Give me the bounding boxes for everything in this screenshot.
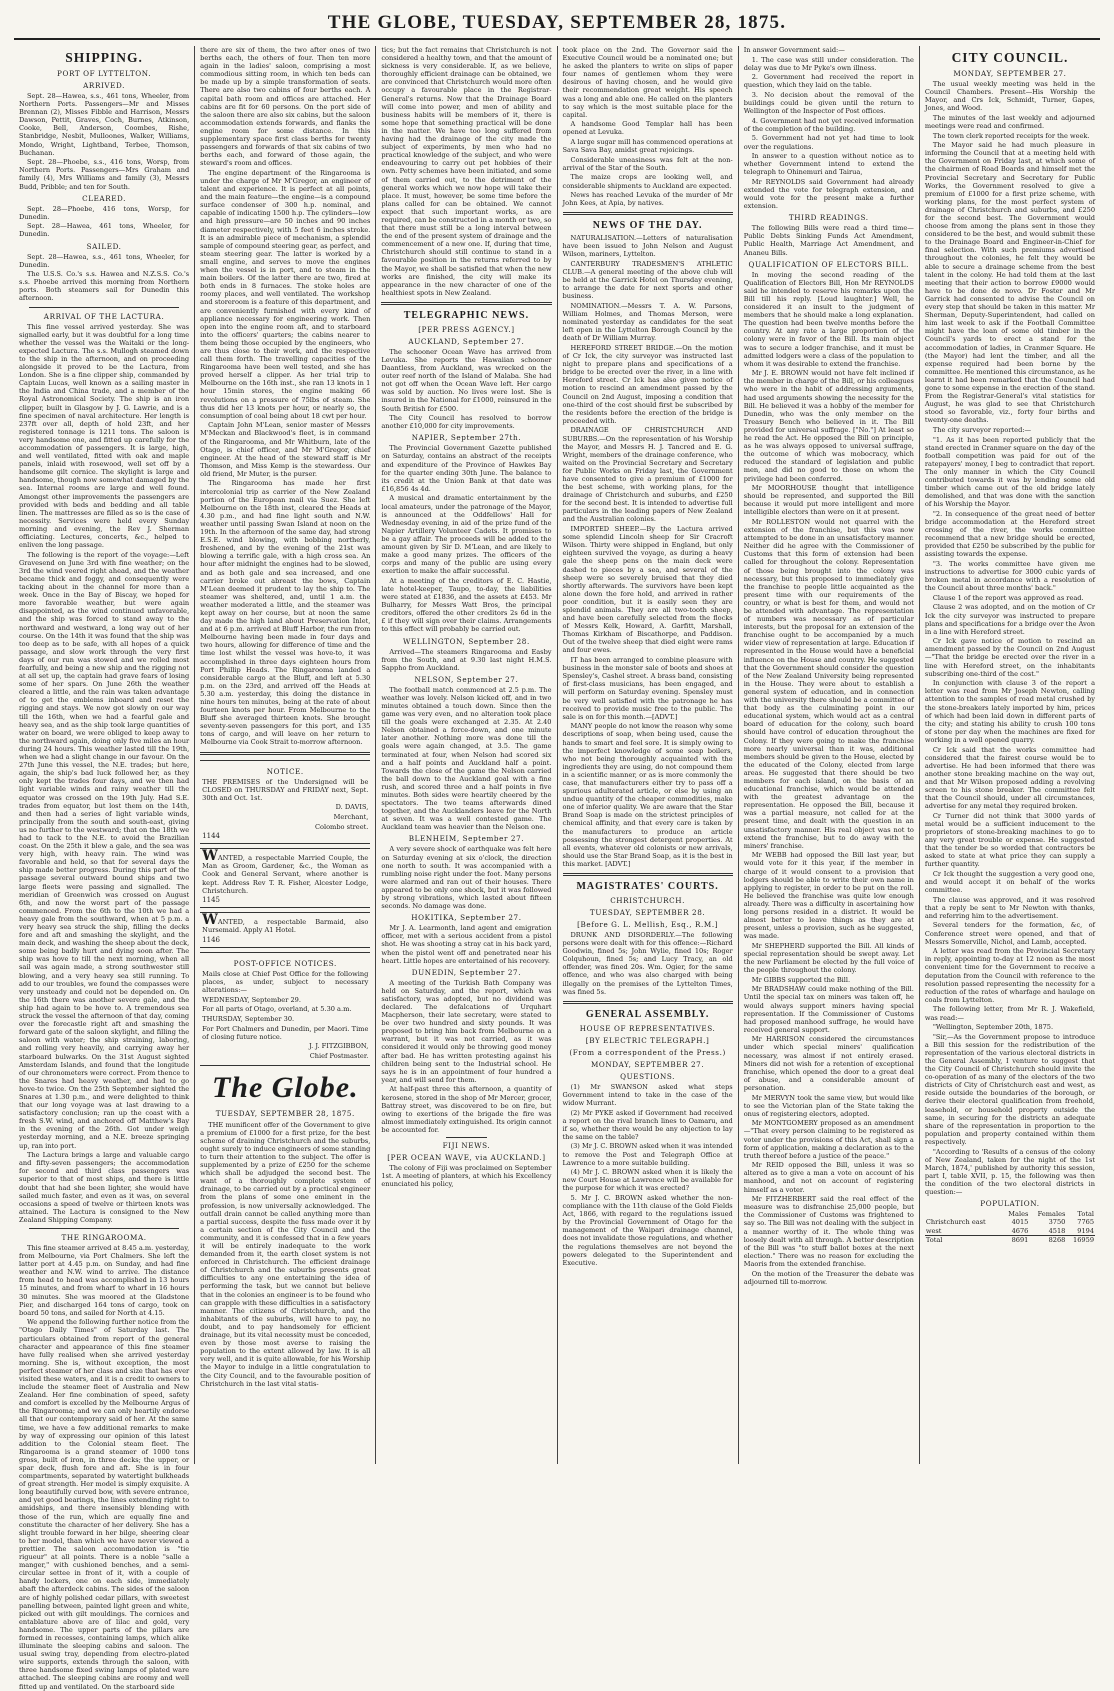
article-paragraph: 5. Government had not yet had time to look over the regulations. [743,134,914,151]
table-cell: 3750 [1048,1218,1066,1227]
article-paragraph: At half-past three this afternoon, a quantity of kerosene, stored in the shop of Mr Mercer, grocer, Battray street, was discovered to be on fire, but owing to exertions of the brigade the fire was almost immediately extinguished. Its origin cannot be accounted for. [381,1085,552,1134]
section-subheading: WELLINGTON, September 28. [402,636,530,646]
article-paragraph: Mr BRADSHAW could make nothing of the Bill. Until the special tax on miners was taken off, he would always support miners having special representation. If the Commissioner of Customs had proposed manhood suffrage, he would have received general support. [743,985,914,1034]
article-paragraph: Mr HARRISON considered the circumstances under which special miners' qualification necessary, was almost if not entirely erased. Miners did not wish for a retention of exceptional franchise, which opened the door to a great deal of abuse, and a considerable amount of personation. [743,1035,914,1092]
table-cell: west [925,1226,942,1235]
article-paragraph: (4) Mr J. C. BROWN asked when it is likely the new Court House at Lawrence will be available for the purpose for which it was erected? [562,1168,733,1193]
table-cell: 4015 [1011,1218,1029,1227]
advertisement [200,848,370,908]
section-subheading: QUALIFICATION OF ELECTORS BILL. [748,259,910,269]
article-paragraph: Mr GIBBS supported the Bill. [751,975,851,984]
article-paragraph: Clause 2 was adopted, and on the motion of Cr Ick the city surveyor was instructed to prepare plans and specifications for a bridge over the Avon in a line with Hereford street. [924,603,1096,636]
section-heading: SHIPPING. [65,50,143,65]
columns [14,46,1100,1691]
advertisement [200,912,370,948]
section-subheading: TUESDAY, SEPTEMBER 28. [589,908,706,917]
article-paragraph: (3) Mr J. C. BROWN asked when it was intended to remove the Post and Telegraph Office at Lawrence to a more suitable building. [562,1142,733,1167]
section-subheading: CLEARED. [82,193,127,203]
article-paragraph: Mr SHEPHERD supported the Bill. All kinds of special representation should be swept away. Let the new Parliament be elected by the full voice of the people throughout the colony. [743,941,914,975]
article-paragraph: MANY people do not know the reason why some descriptions of soap, when being used, cause the hands to smart and feel sore. It is simply owing to the imperfect knowledge of some soap boilers, who not being thoroughly acquainted with the ingredients they are using, do not compound them in a scientific manner, or as is more commonly the case, that manufacturers either try to pass off a spurious adulterated article, or else by using an undue quantity of the cheaper commodities, make one of inferior quality. We are aware that the Star Brand Soap is made on the strictest principles of chemical affinity, and that every care is taken by the manufacturers to produce an article possessing the strongest detergent properties. At all events, whatever old colonists or new arrivals, should use the Star Brand Soap, as it is the best in this market. [ADVT.] [562,722,733,868]
article-paragraph: The engine department of the Ringarooma is under the charge of Mr M'Gregor, an engineer of talent and experience. It is perfect at all points, and the main feature—the engine—is a compound surface condenser of 300 h.p. nominal, and capable of indicating 1500 h.p. The cylinders—low and high pressure—are 50 inches and 90 inches diameter respectively, with 5 feet 6 inches stroke. It is an admirable piece of mechanism, a splendid sample of compound steering gear, as perfect, and steam steering gear. The latter is worked by a small engine, and serves to move the engines when the vessel is in port, and to steam in the main boilers. Of the latter there are two, fired at both ends in 8 furnaces. The stoke holes are roomy places, and well ventilated. The workshop and storeroom is a feature of this department, and are conveniently furnished with every kind of appliance necessary for engineering work. Then open into the engine room aft, and to starboard into the officers' quarters; the cabins nearer to them being those occupied by the engineers, who are thus close to their work, and the respective call them forth. The travelling capacities of the Ringarooma have been well tested, and she has proved herself a clipper. As her trial trip to Melbourne on the 16th inst., she ran 13 knots in 1 hour 15min stores, the engine making 66 revolutions on a pressure of 75lbs of steam. She thus did her 13 knots per hour, or nearly so, the consumption of coal being about 18 cwt per hour. [200,168,371,420]
article-paragraph: 2. Government had received the report in question, which they laid on the table. [743,73,914,90]
table-header-cell: Total [1077,1210,1095,1219]
article-paragraph: 3. No decision about the removal of the buildings could be given until the return to Wellington of the Inspector of Post offices. [743,90,914,116]
article-paragraph: Arrived—The steamers Ringarooma and Easby from the South, and at 9.30 last night H.M.S. Sappho from Auckland. [381,647,552,672]
page-title: THE GLOBE, TUESDAY, SEPTEMBER 28, 1875. [327,12,787,33]
table-row [925,1227,1095,1236]
article-paragraph: (1) Mr SWANSON asked what steps Government intend to take in the case of the widow Murrant. [562,1082,733,1107]
divider-rule [563,873,733,876]
article-paragraph: "2. In consequence of the great need of better bridge accommodation at the Hereford street crossing of the river, the works committee recommend that a new bridge should be erected, provided that £250 be subscribed by the public for assisting towards the expense. [924,509,1096,559]
article-paragraph: The town clerk reported receipts for the week. [932,131,1090,140]
article-paragraph: DRUNK AND DISORDERLY.—The following persons were dealt with for this offence:—Richard Goodwin, fined 5s; John Wylie, fined 10s; Roger Colquhoun, fined 5s; and Lucy Tracy, an old offender, was fined 20s. Wm. Ogier, for the same offence, and who was also charged with being illegally on the premises of the Lyttelton Times, was fined 5s. [562,931,733,996]
advertisement-signature: Chief Postmaster. [309,1051,369,1060]
article-paragraph: The football match commenced at 2.5 p.m. The weather was lovely. Nelson kicked off, and in two minutes obtained a touch down. Since then the game was very even, and no alteration took place till the goals were exchanged at 2.35. At 2.40 Nelson obtained a force-down, and one minute later another. Nothing more was done till the goals were again changed, at 3.5. The game terminated at four, when Nelson had scored six and a half points and Auckland half a point. Towards the close of the game the Nelson carried the ball down to the Auckland goal with a fine rush, and scored three and a half points in five minutes. Both sides were heartily cheered by the spectators. The two teams afterwards dined together, and the Aucklanders leave for the North at seven. It was a well contested game. The Auckland team was heavier than the Nelson one. [381,685,552,832]
section-subheading: QUESTIONS. [620,1071,676,1081]
article-paragraph: Several tenders for the formation, &c, of Conference street were opened, and that of Messrs Somerville, Nichol, and Lamb, accepted. [924,921,1096,946]
section-subheading: [PER PRESS AGENCY.] [418,324,515,334]
article-paragraph: "1. As it has been reported publicly that the stand erected in Cranmer square on the day of the football competition was paid for out of the ratepayers' money, I beg to contradict that report. The only manner in which the City Council contributed towards it was by lending some old timber which came out of the old bridge lately demolished, and that was done with the sanction of his Worship the Mayor. [924,435,1096,509]
advertisement-number: 1146 [202,935,220,944]
section-subheading: PORT OF LYTTELTON. [57,69,152,78]
article-paragraph: Mr REYNOLDS said Government had already extended the vote for telegraph extension, and would vote for the present make a further extension. [743,177,914,211]
divider-rule [29,307,179,308]
article-paragraph: In answer Government said:— [743,46,845,54]
article-paragraph: The Provincial Government Gazette published on Saturday, contains an abstract of the receipts and expenditure of the Province of Hawkes Bay for the quarter ending 30th June. The balance to its credit at the Union Bank at that date was £16,856 4s 4d. [381,444,552,493]
divider-rule [381,302,551,305]
advertisement-signature: D. DAVIS, [335,803,369,812]
article-paragraph: The Mayor said he had much pleasure in informing the Council that at a meeting held with the Government on Friday last, at which some of the chairmen of Road Boards and himself met the Provincial Secretary and Secretary for Public Works, the Government resolved to give a premium of £1000 for a first prize scheme, with working plans, for the most perfect system of drainage of Christchurch and suburbs, and £250 for the second best. The Government would choose from among the plans sent in those they considered to be the best, and would submit these to the Drainage Board and Engineer-in-Chief for final selection. With such premiums advertised throughout the colonies, he felt they would be able to secure a drainage scheme from the best talent in the colony. He had told them at the last meeting that their action to borrow £9000 would have to be done de novo. Dr Foster and Mr Garrick had consented to advise the Council on every step that should be taken in this matter. Mr Sherman, Deputy-Superintendent, had called on him last week to ask if the Football Committee might have the loan of some old timber in the Council's yards to erect a stand for the accommodation of ladies, in Cranmer Square. He (the Mayor) had lent the timber, and all the expense required had been borne by the committee. He mentioned this circumstance, as he learnt it had been remarked that the Council had gone to some expense in the erection of the stand. From the Registrar-General's vital statistics for August, he was glad to see that Christchurch stood so favorable, viz., forty four births and twenty-one deaths. [924,141,1096,425]
article-paragraph: Cr Ick gave notice of motion to rescind an amendment passed by the Council on 2nd August—"That the bridge be erected over the river in a line with Hereford street, on the inhabitants subscribing one-third of the cost." [924,637,1096,678]
advertisement-signature: J. J. FITZGIBBON, [309,1042,369,1051]
article-paragraph: On the motion of the Treasurer the debate was adjourned till to-morrow. [743,1269,914,1286]
article-paragraph: A large sugar mill has commenced operations at Sava Sava Bay, amidst great rejoicings. [562,138,733,155]
article-paragraph: IMPORTED SHEEP.—By the Lactura arrived some splendid Lincoln sheep for Sir Cracroft Wilson. Thirty were shipped in England, but only eighteen survived the voyage, as during a heavy gale the sheep pens on the main deck were dashed to pieces by a sea, and several of the sheep were so severely bruised that they died shortly afterwards. The survivors have been kept alone down the fore hold, and arrived in rather poor condition, but it is easily seen they are splendid animals. They are all two-tooth sheep, and have been carefully selected from the flocks of Messrs Kelk, Howard, A. Garfitt, Marshall, Thomas Kirkham of Biscathorpe, and Paddison. Out of the twelve sheep that died eight were rams and four ewes. [562,525,733,655]
section-heading: CITY COUNCIL. [951,50,1069,65]
article-paragraph: 5. Mr J. C. BROWN asked whether the non-compliance with the 11th clause of the Gold Fields Act, 1866, with regard to the regulations issued by the Provincial Government of Otago for the management of the Waipari drainage channel, does not invalidate those regulations, and whether the regulations themselves are not beyond the powers delegated to the Superintendent and Executive. [562,1193,733,1267]
article-paragraph: NOMINATION.—Messrs T. A. W. Parsons, William Holmes, and Thomas Merson, were nominated yesterday as candidates for the seat left open in the Lyttelton Borough Council by the death of Dr William Murray. [562,302,733,343]
section-subheading: MONDAY, SEPTEMBER 27. [953,69,1067,78]
advertisement-number: 1145 [202,896,220,905]
section-subheading: [Before G. L. Mellish, Esq., R.M.] [577,920,719,929]
advertisement [200,952,370,1065]
divider-rule [446,1137,487,1138]
article-paragraph: Considerable uneasiness was felt at the non-arrival of the Star of the South. [562,155,733,172]
section-subheading: MONDAY, SEPTEMBER 27. [590,1059,705,1069]
table-cell: 4676 [1011,1226,1029,1235]
article-paragraph: THE munificent offer of the Government to give a premium of £1000 for a first prize, for the best scheme of draining Christchurch and the suburbs, ought surely to induce engineers of some standing to turn their attention to the subject. The offer is supplemented by a prize of £250 for the scheme which shall be adjudged the second best. The want of a thoroughly complete system of drainage, to be carried out by a practical engineer from the plans of some one eminent in the profession, is now universally acknowledged. The outfall drain cannot be called anything more than a partial success, despite the fuss made over it by a certain section of the City Council and the community, and it is confessed that in a few years it will be entirely inadequate to the work demanded from it, the earth closet system is not enforced in Christchurch. The efficient drainage of Christchurch and the suburbs presents great difficulties to any one entertaining the idea of performing the task, but we cannot but believe that in the colonies an engineer is to be found who can grapple with these difficulties in a satisfactory manner. The citizens of Christchurch, and the inhabitants of the suburbs, will have to pay, no doubt, and to pay handsomely for efficient drainage, but its vital necessity must be conceded, even by those most averse to raising the population to the extent allowed by law. It is all very well, and it is quite allowable, for his Worship the Mayor to indulge in a little congratulation to the City Council, and to the favourable position of Christchurch in the last vital statis- [200,1120,371,1388]
column-3 [376,46,557,1464]
article-paragraph: A meeting of the Turkish Bath Company was held on Saturday, and the report, which was satisfactory, was adopted, but no dividend was declared. The defalcations of Urquhart Macpherson, their late secretary, were stated to be over two hundred and sixty pounds. It was proposed to bring him back from Melbourne on a warrant, but it was not carried, as it was considered it would only be throwing good money after bad. He has written protesting against his children being sent to the Industrial school. He says he is in an appointment of four hundred a year, and will send for them. [381,978,552,1084]
table-cell: 16959 [1066,1235,1095,1244]
article-paragraph: Mr MOORHOUSE thought that intelligence should be represented, and supported the Bill because it would put more intelligent and more intelligible electors than were on it at present. [743,484,914,517]
editorial-date: TUESDAY, SEPTEMBER 28, 1875. [215,1108,355,1118]
article-paragraph: This fine steamer arrived at 8.45 a.m. yesterday, from Melbourne, via Port Chalmers. She left the latter port at 4.45 p.m. on Sunday, and had fine weather and N.W. wind to arrive. The distance from head to head was accomplished in 13 hours 15 minutes, and from wharf to wharf in 16 hours 30 minutes. She was moored at the Gladstone Pier, and discharged 164 tons of cargo, took on board 50 tons, and sailed for North at 4.15. [19,1243,190,1317]
article-paragraph: The schooner Ocean Wave has arrived from Levuka. She reports the Hawaiian schooner Daantless, from Auckland, was wrecked on the outer reef north of the Island of Malaba. She had not got off when the Ocean Wave left. Her cargo was sold by auction. No lives were lost. She is insured in the National for £1000, reinsured in the South British for £500. [381,347,552,413]
article-paragraph: The following is the report of the voyage:—Left Gravesend on June 3rd with fine weather; on the 3rd the wind veered right ahead, and the weather became thick and foggy, and consequently were tacking about in the channel for more than a week. Once in the Bay of Biscay, we hoped for more favorable weather, but were again disappointed, as the wind continued unfavorable, and the ship was forced to stand away to the northward and westward, a long way out of her course. On the 14th it was found that the ship was too deep as to be safe, with all hopes of a quick passage, and slow work through the very first days of our run was stowed and we rolled most fearfully, and being a new ship and the rigging not at all set up, the captain had grave fears of losing some of her spars. On June 26th the weather cleared a little, and the rain was taken advantage of to get the emblems inboard and reset the rigging and stays. We now got slowly on our way till the 16th, when we had a fearful gale and heavy sea, and as the ship took large quantities of water on board, we were obliged to keep away to the northward again, doing only five miles an hour during 24 hours. This weather lasted till the 19th, when we had a slight change in our favour. On the 27th June this vessel, the N.E. trades; but here, again, the ship's bad luck followed her, as they only kept the trades four days, and we then had light variable winds and rainy weather till the equator was crossed on the 19th July. Had S.E. trades from equator, but lost them on the 14th, and then had a series of light variable winds, principally from the south and south-east, giving us no further to the westward; that on the 18th we had to tack to the N.E. to avoid the Brazilian coast. On the 25th it blew a gale, and the sea was very high, with heavy rain. The wind was favorable and held, so that for several days the ship made better progress. During this part of the passage several outward bound ships and two large fleets were passing and signalled. The meridian of Greenwich was crossed on August 6th, and now the worst part of the passage commenced. From the 6th to the 10th we had a heavy gale from the southward, when at 5 p.m. a very heavy sea struck the ship, filling the decks fore and aft and smashing the skylight, and the main deck, and washing the sheep about the deck, some being badly hurt and dying soon after. The ship was hove to till the next morning, when all sail was again made, a strong southwester still blowing, and a very heavy sea still running. To add to our troubles, we found the compasses were very unsteady and could not be depended on. On the 16th there was another severe gale, and the ship had again to be hove to. A tremendous sea struck the vessel the afternoon of that day, coming over the forecastle right aft and smashing the forward gate of the saloon skylight, and filling the saloon with water; the ship straining, laboring, and rolling very heavily, and carrying away her starboard bulwarks. On the 31st August sighted Amsterdam Islands, and found that the longitude of our chronometers were correct. From thence to the Snares had heavy weather, and had to go hove-to twice. On the 25th September sighted the Snares at 1.30 p.m., and were delighted to think that our long voyage was at last drawing to a satisfactory conclusion; ran up the coast with a fresh S.W. wind, and anchored off Matthew's Bay in the evening of the 26th. Got under weigh yesterday morning, and a N.E. breeze springing up, ran into port. [19,550,190,1150]
article-paragraph: took place on the 2nd. The Governor said the Executive Council would be a nominated one; but he asked the planters to write on slips of paper four names of gentlemen whom they were desirous of having chosen, and he would give their recommendation great weight. His speech was a long and able one. He called on the planters to say which is the most suitable place for the capital. [562,46,733,119]
article-paragraph: "Wellington, September 20th, 1875. [932,1023,1054,1032]
article-paragraph: HEREFORD STREET BRIDGE.—On the motion of Cr Ick, the city surveyor was instructed last night to prepare plans and specifications of a bridge to be erected over the river, in a line with Hereford street. Cr Ick has also given notice of motion to rescind an amendment passed by the Council on 2nd August, imposing a condition that one-third of the cost should first be subscribed by the residents before the erection of the bridge is proceeded with. [562,344,733,425]
advertisement-text: WANTED, a respectable Married Couple, the Man as Groom, Gardener, &c., the Woman as Cook and General Servant, where another is kept. Address Rev T. R. Fisher, Alcester Lodge, Christchurch. [202,848,369,895]
section-heading: GENERAL ASSEMBLY. [585,1008,710,1020]
article-paragraph: In moving the second reading of the Qualification of Electors Bill, Hon Mr REYNOLDS said he intended to reserve his remarks upon the Bill till his reply. [Loud laughter.] Well, he considered it an insult to the judgment of members that he should make a long explanation. The question had been twelve months before the country. At any rate a large proportion of the colony were in favor of the Bill. Its main object was to secure a lodger franchise, and it must be admitted lodgers were a class of the population to whom it was desirable to extend the franchise. [743,270,914,368]
table-cell: 9194 [1077,1226,1095,1235]
advertisement-text: THE PREMISES of the Undersigned will be CLOSED on THURSDAY and FRIDAY next, Sept. 30th and Oct. 1st. [202,777,369,802]
article-paragraph: "Sir,—As the Government propose to introduce a Bill this session for the redistribution of the representation of the various electoral districts in the General Assembly, I venture to suggest that the City Council of Christchurch should invite the co-operation of as many of the electors of the two districts of City of Christchurch east and west, as reside outside the boundaries of the borough, or derive their electoral qualification from freehold, leasehold, or household property outside the same, in securing for the districts an adequate share of the representation in proportion to the population and property contained within them respectively. [924,1032,1096,1146]
advertisement-heading: NOTICE. [266,766,304,776]
article-paragraph: "3. The works committee have given me instructions to advertise for 3000 cubic yards of broken metal in accordance with a resolution of the Council about three months' back." [924,559,1096,593]
section-subheading: SAILED. [86,241,122,251]
article-paragraph: Mr REID opposed the Bill, unless it was so altered as to give a man a vote on account of his manhood, and not on account of registering himself as a voter. [743,1161,914,1194]
advertisement-signature: Merchant, [333,812,369,821]
article-paragraph: The minutes of the last weekly and adjourned meetings were read and confirmed. [924,113,1096,130]
section-subheading: ARRIVED. [83,81,126,90]
table-cell: 8268 [1029,1235,1066,1244]
table-cell: 8691 [1002,1235,1030,1244]
column-1 [14,46,195,1691]
article-paragraph: This fine vessel arrived yesterday. She was signalled early, but it was doubtful for a long time whether the vessel was the Waitaki or the long-expected Lactura. The s.s. Mullogh steamed down to the ship in the afternoon, and on proceeding alongside it proved to be the Lactura, from London. She is a fine clipper ship, commanded by Captain Lucas, well known as a sailing master in the India and China trade, and a member of the Royal Astronomical Society. The ship is an iron clipper, built in Glasgow by J. G. Lawrie, and is a fine specimen of naval architecture. Her length is 237ft over all, depth of hold 23ft, and her registered tonnage is 1211 tons. The saloon is very handsome one, and fitted up carefully for the accommodation of passengers. It is large, high, and well ventilated, fitted with oak and maple panels, inlaid with rosewood, well set off by a handsome gilt cornice. The skylight is large and handsome, though now somewhat damaged by the sea. Internal rooms are large and well found. Amongst other improvements the passengers are provided with beds and bedding and all table linen. The mattresses are filled as so is the case of necessity. Services were held every Sunday morning and evening, the Rev J. Sherman officiating. Lectures, concerts, &c., helped to enliven the long passage. [19,322,190,550]
column-2 [195,46,376,1464]
article-paragraph: Sept. 28—Hawea, 461 tons, Wheeler, for Dunedin. [19,222,190,239]
article-paragraph: News has reached Levuka of the murder of Mr John Kees, at Apia, by natives. [562,191,733,208]
article-paragraph: Captain John M'Lean, senior master of Messrs M'Meckan and Blackwood's fleet, is in command of the Ringarooma, and Mr Whitburn, late of the Otago, is chief officer, and Mr M'Gregor, chief engineer. At the head of the steward staff is Mr Thomson, and Miss Kemp is the stewardess. Our old friend, Mr Muter, is the purser. [200,421,371,478]
section-subheading: AUCKLAND, September 27. [408,336,525,346]
article-paragraph: The following Bills were read a third time—Public Debts Sinking Funds Act Amendment, Public Health, Marriage Act Amendment, and Ananeu Bills. [743,224,914,257]
divider-rule [29,1228,179,1229]
article-paragraph: The City Council has resolved to borrow another £10,000 for city improvements. [381,414,552,431]
article-paragraph: The colony of Fiji was proclaimed on September 1st. A meeting of planters, at which his Excellency enunciated his policy, [381,1163,552,1189]
article-paragraph: The usual weekly meeting was held in the Council Chambers. Present—His Worship the Mayor, and Crs Ick, Schmidt, Turner, Gapes, Jones, and Wood. [924,80,1096,113]
article-paragraph: Cr Ick thought the suggestion a very good one, and would accept it on behalf of the works committee. [924,869,1096,895]
advertisement-text: WANTED, a respectable Barmaid, also Nursemaid. Apply A1 Hotel. [202,912,369,935]
article-paragraph: there are six of them, the two after ones of two berths each, the others of four. Then ten more again in the ladies' saloon, comprising a most commodious sitting room, in which ten beds can be made up by a simple transformation of seats. There are also two cabins of four berths each. A capital bath room and offices are attached. Her cabins are fit for 60 persons. On the port side of the saloon there are also six cabins, but the saloon accommodation extends forwards, and flanks the engine room for some distance. In this supplementary space first class berths for twenty passengers and forwards of that six cabins of two berths each, and forward of those again, the steward's room and offices. [200,46,371,168]
column-6 [920,46,1100,1464]
article-paragraph: A musical and dramatic entertainment by the local amateurs, under the patronage of the Mayor, is announced at the Oddfellows' Hall for Wednesday evening, in aid of the prize fund of the Napier Artillery Volunteer Cadets. It promises to be a gay affair. The proceeds will be added to the amount given by Sir D. M'Lean, and are likely to make a good many prizes. The officers of the corps and many of the public are using every exertion to make the affair successful. [381,494,552,576]
article-paragraph: Sept. 28—Hawea, s.s., 461 tons, Wheeler, for Dunedin. [19,252,190,269]
article-paragraph: tics; but the fact remains that Christchurch is not considered a healthy town, and that the amount of sickness is very considerable. If, as we believe, thoroughly efficient drainage can be obtained, we are convinced that Christchurch would more often occupy a favourable place in the Registrar-General's returns. Now that the Drainage Board will come into power, and men of ability and business habits will be members of it, there is some hope that something practical will be done in the matter. We have too long suffered from having had the drainage of the city made the subject of experiments, by men who had no practical knowledge of the subject, and who were endeavouring to carry out pet hobbies of their own. Petty schemes have been initiated, and some of them carried out, to the detriment of the general works which we now hope will take their place. It must, however, be some time before the plans called for can be obtained. We cannot expect that such important works, as are required, can be constructed in a month or two, so that there must still be a long interval between the end of the present system of drainage and the commencement of a new one. If, during that time, Christchurch should still continue to stand in a favourable position in the returns referred to by the Mayor, we shall be satisfied that when the new works are finished, the city will make its appearance in the new character of one of the healthiest spots in New Zealand. [381,46,552,297]
section-subheading: DUNEDIN, September 27. [411,967,522,977]
table-row [925,1218,1095,1226]
article-paragraph: A very severe shock of earthquake was felt here on Saturday evening at six o'clock, the direction one north to south. It was accompanied with a rumbling noise right under the foot. Many persons were alarmed and ran out of their houses. There appeared to be only one shock, but it was followed by strong vibrations, which lasted about fifteen seconds. No damage was done. [381,845,552,911]
section-subheading: [BY ELECTRIC TELEGRAPH.] [585,1035,710,1045]
section-subheading: HOUSE OF REPRESENTATIVES. [579,1023,716,1033]
article-paragraph: In answer to a question without notice as to whether Government intend to extend the telegraph to Ohinemuri and Tairua, [743,152,914,177]
section-subheading: THE RINGAROOMA. [61,1232,147,1242]
advertisement-text: THURSDAY, September 30. [202,1015,295,1024]
population-table [925,1210,1095,1244]
advertisement-heading: POST-OFFICE NOTICES. [233,959,337,969]
table-total-row [925,1235,1095,1244]
article-paragraph: DRAINAGE OF CHRISTCHURCH AND SUBURBS.—On the representation of his Worship the Mayor, and Messrs H. J. Tancred and E. G. Wright, members of the drainage conference, who waited on the Provincial Secretary and Secretary for Public Works on Friday last, the Government have consented to give a premium of £1000 for the best scheme, with working plans, for the drainage of Christchurch and suburbs, and £250 for the second best. It is intended to advertise full particulars in the leading papers of New Zealand and the Australian colonies. [562,426,733,524]
table-cell: Christchurch east [925,1218,986,1227]
table-header-cell [925,1210,1002,1218]
article-paragraph: 1. The case was still under consideration. The delay was due to Mr Pyke's own illness. [743,55,914,72]
section-subheading: NAPIER, September 27th. [411,433,522,443]
section-subheading: [PER OCEAN WAVE, via AUCKLAND.] [387,1152,546,1162]
article-paragraph: IT has been arranged to combine pleasure with business in the monster sale of boots and shoes at Spensley's, Cashel street. A brass band, consisting of first-class musicians, has been engaged, and will perform on Saturday evening. Spensley must be very well satisfied with the patronage he has received to provide music free to the public. The sale is on for this month.—[ADVT.] [562,656,733,721]
section-heading: MAGISTRATES' COURTS. [576,881,719,892]
article-paragraph: The Lactura brings a large and valuable cargo and fifty-seven passengers; the accommodation for second and third class passengers was superior to that of most ships, and there is little doubt that had she been lighter, she would have sailed much faster, and even as it was, on several occasions a speed of twelve or thirteen knots was attained. The Lactura is consigned to the New Zealand Shipping Company. [19,1151,190,1224]
article-paragraph: Cr Turner did not think that 3000 yards of metal would be a sufficient inducement to the proprietors of stone-breaking machines to go to any very great trouble or expense. He suggested that the tender be so worded that contractors be asked to state at what price they can supply a further quantity. [924,811,1096,869]
article-paragraph: The clause was approved, and it was resolved that a reply be sent to Mr Newton with thanks, and referring him to the advertisement. [924,895,1096,920]
table-header-cell: Females [1037,1210,1066,1219]
section-subheading: NELSON, September 27. [414,674,519,684]
divider-rule [563,212,733,215]
article-paragraph: Mr WEBB had opposed the Bill last year, but would vote for it this year, if the member in charge of it would consent to a provision that lodgers should be able to write their own name in applying to register, in order to be put on the roll. He believed the franchise was quite low enough already. There was a difficulty in ascertaining how long persons resided in a district. It would be almost better to leave things as they are at present, unless a provision, such as he suggested, was made. [743,851,914,941]
article-paragraph: The following letter, from Mr R. J. Wakefield, was read:— [924,1005,1096,1022]
article-paragraph: Mr MERVYN took the same view, but would like to see the Victorian plan of the State taking the onus of registering electors, adopted. [743,1093,914,1118]
article-paragraph: Mr FITZHERBERT said the real effect of the measure was to disfranchise 25,000 people, but the Commissioner of Customs was frightened to say so. The Bill was not dealing with the subject in a manner worthy of it. The whole thing was loosely dealt with all through. A better description of the Bill was "to stuff ballot boxes at the next election." There was no reason for excluding the Maoris from the extended franchise. [743,1195,914,1268]
article-paragraph: A handsome Good Templar hall has been opened at Levuka. [562,120,733,137]
section-subheading: POPULATION. [980,1199,1040,1209]
article-paragraph: Mr J. A. Learmonth, land agent and emigration officer, met with a serious accident from a pistol shot. He was shooting a stray cat in his back yard, when the pistol went off and penetrated near his heart. Little hopes are entertained of his recovery. [381,924,552,965]
section-heading: NEWS OF THE DAY. [592,220,703,232]
editorial-masthead: The Globe. [211,1070,359,1104]
article-paragraph: Mr MONTGOMERY proposed as an amendment—"That every person claiming to be registered as voter under the provisions of this Act, shall sign a form of application, making a declaration as to the truth thereof before a justice of the peace." [743,1119,914,1160]
masthead [14,12,1100,40]
section-subheading: CHRISTCHURCH. [610,896,686,905]
table-cell: 7765 [1077,1218,1095,1227]
column-5 [739,46,920,1464]
article-paragraph: (2) Mr PYKE asked if Government had received a report on the rival branch lines to Oamaru, and if so, whether there would be any objection to lay the same on the table? [562,1108,733,1141]
article-paragraph: NATURALISATION.—Letters of naturalisation have been issued to John Nelson and August Wilson, mariners, Lyttelton. [562,234,733,259]
table-header-row [925,1210,1095,1218]
advertisement-signature: Colombo street. [314,822,369,831]
article-paragraph: Sept. 28—Hawea, s.s., 461 tons, Wheeler, from Northern Ports. Passengers—Mr and Misses Brennan (2), Misses Fibble and Harrison, Messrs Dawson, Pettit, Graves, Coch, Burnes, Atkinson, Cooke, Bell, Anderson, Coombes, Rishe, Stanbridge, Nesbit, Mulloones, Walker, Williams, Mondo, Wright, Lightband, Terbee, Thomson, Buchanan. [19,92,190,157]
advertisement-text: WEDNESDAY, September 29. [202,995,301,1004]
section-subheading: ARRIVAL OF THE LACTURA. [43,311,165,321]
article-paragraph: The city surveyor reported:— [932,425,1032,434]
section-subheading: (From a correspondent of the Press.) [569,1047,726,1057]
section-subheading: BLENHEIM, September 27. [408,834,525,844]
article-paragraph: The U.S.S. Co.'s s.s. Hawea and N.Z.S.S. Co.'s s.s. Phoebe arrived this morning from Northern ports. Both steamers sail for Dunedin this afternoon. [19,270,190,303]
article-paragraph: In conjunction with clause 3 of the report a letter was read from Mr Joseph Newton, calling attention to the samples of road metal crushed by the stone-breakers lately imported by him, prices of which had been laid down in different parts of the city; and stating his ability to crush 100 tons of stone per day when the machines are fixed for working in a well opened quarry. [924,679,1096,744]
article-paragraph: Sept. 28—Phoebe, 416 tons, Worsp, for Dunedin. [19,204,190,221]
column-4 [558,46,739,1464]
section-subheading: HOKITIKA, September 27. [411,913,522,923]
article-paragraph: We append the following further notice from the "Otago Daily Times" of Saturday last. The particulars obtained from report of the general character and appearance of this fine steamer have fully realised when she arrived yesterday morning. She is, without exception, the most perfect steamer of her class and size that has ever visited these waters, and it is a credit to owners to include the steamer fleet of Australia and New Zealand. Her fine combination of speed, safety and comfort is excelled by the Melbourne Argus of the Ringarooma; and we can only heartily endorse all that our contemporary said of her. At the same time, we have a few additional remarks to make by way of expressing our opinion of this latest addition to the Colonial steam fleet. The Ringarooma is a grand steamer of 1000 tons gross, built of iron, in three decks; the upper, or spar deck, flush fore and aft. She is in four compartments, separated by watertight bulkheads of great strength. Her model is simply exquisite. A long beautifully curved bow, with severe entrance, and yet good bearings, the lines extending right to amidships, and there insensibly blending with those of the run, which are equally fine and constitute the character of her delivery. She has a slight trouble forward in her bilge, sheering clear to her model, than which we have never viewed a prettier. The saloon accommodation is "tie rigueur" at all points. There is a noble "salle a manger," with cushioned benches, and a semi-circular settee in front of it, with a couple of handy lockers, one on each side, immediately abaft the afterdeck cabins. The sides of the saloon are of highly polished cedar pillars, with sweetest panelling between, painted light green and white, picked out with gilt mouldings. The cornices and entablature above are of lilac and gold, very handsome. The upper parts of the pillars are formed in recesses, containing lamps, which alike illuminate the sleeping cabins and saloon. The usual swing tray, depending from electro-plated wire supports, extends through the saloon, with three handsome fixed swing lamps of plated ware attached. The sleeping cabins are roomy and well fitted up and ventilated. On the starboard side [19,1318,190,1691]
article-paragraph: 4. Government had not yet received information of the completion of the building. [743,116,914,133]
article-paragraph: The Ringarooma has made her first intercolonial trip as carrier of the New Zealand portion of the European mail via Suez. She left Melbourne on the 18th inst, cleared the Heads at 4.30 p.m., and had fine light south and N.W. weather until passing Swan Island at noon on the 19th. In the afternoon of the same day, had strong E.S.E. wind blowing, with bobbing northerly, freshened, and by the evening of the 21st was blowing a terrific gale, with a high cross sea. An hour after midnight the engines had to be slowed, and as both gale and sea increased, and one carrier broke out abreast the bows, Captain M'Lean deemed it prudent to lay the ship to. The steamer was sheltered, and, until 1 a.m. the weather moderated a little, and the steamer was kept away on her course, but at noon the same day made the high land about Preservation Inlet, and at 6 p.m. arrived at Bluff Harbor, the run from Melbourne having been made in four days and two hours, allowing for difference of time and the time lost whilst the vessel was hove-to, it was accomplished in three days eighteen hours from Port Phillip Heads. The Ringarooma landed a considerable cargo at the Bluff, and left at 5.30 p.m. on the 23rd, and arrived off the Heads at 5.30 a.m. yesterday, this doing the distance in nine hours ten minutes, being at the rate of about fourteen knots per hour. From Melbourne to the Bluff she averaged thirteen knots. She brought seventy-seven passengers for this port, and 135 tons of cargo, and will leave on her return to Melbourne via Cook Strait to-morrow afternoon. [200,479,371,747]
article-paragraph: Clause 1 of the report was approved as read. [932,593,1084,602]
section-subheading: FIJI NEWS. [442,1140,491,1150]
section-heading: TELEGRAPHIC NEWS. [403,309,530,321]
advertisement-text: For Port Chalmers and Dunedin, per Maori. Time of closing future notice. [202,1024,369,1041]
section-subheading: THIRD READINGS. [788,213,869,223]
advertisement-text: Mails close at Chief Post Office for the following places, as under, subject to necessary alterations:— [202,970,369,995]
article-paragraph: Mr J. E. BROWN would not have felt inclined if the member in charge of the Bill, or his colleagues who were in the habit of addressing arguments, had used arguments showing the necessity for the Bill. He believed it was a hobby of the member for Dunedin, who was the only member on the Treasury Bench who believed in it. The Bill provided for universal suffrage. ["No."] At least so he read the Act. He opposed the Bill on principle, as he was always opposed to universal suffrage, the outcome of which was mobocracy, which reduced the standard of legislation and public men, and did no good to those on whom the privilege had been conferred. [743,369,914,483]
table-cell: 4518 [1048,1226,1066,1235]
advertisement-number: 1144 [202,832,220,841]
article-paragraph: Mr ROLLESTON would not quarrel with the extension of the franchise, but this was now attempted to be done in an unsatisfactory manner. Neither did he agree with the Commissioner of Customs that this form of extension had been called for throughout the colony. Representation of those being brought into the colony was necessary, but this proposed to immediately give the franchise to people little acquainted as the present time with our requirements of the country, or what is best for them, and would not be attended with advantage. The representation of numbers was necessary as of particular interests, but the proposal for an extension of the franchise ought to be accompanied by a much wider view of representation at large. Education if represented in the House would have a beneficial influence on the House and country. He suggested that the Government should consider the question of the New Zealand University being represented in the House. They were about to establish a general system of education, and in connection with the university there should be a committee of that body as the culminating point in our educational system, which would act as a central board of education for the colony, such board should have control of education throughout the Colony. If they were going to make the franchise more nearly universal than it was, additional members should be given to the House, elected by the educated of the Colony, elected from large areas. He suggested that there should be two members for each island, on the basis of an educational franchise, which would be attended with the greatest advantage on the representation. He opposed the Bill, because it was a partial measure, not called for at the present time, and dealt with the question in an unsatisfactory manner. His real object was not to extend the franchise, but to do away with the miners' franchise. [743,517,914,850]
advertisement-text: For all parts of Otago, overland, at 5.30 a.m. [202,1005,352,1014]
article-paragraph: Cr Ick said that the works committee had considered that the fairest course would be to advertise. He had been informed that there was another stone breaking machine on the way out, and that Mr Wilson proposed adding a revolving screen to his stone breaker. The committee felt that the Council should, under all circumstances, advertise for any metal they required broken. [924,745,1096,811]
article-paragraph: The maize crops are looking well, and considerable shipments to Auckland are expected. [562,173,733,190]
divider-rule [563,1001,733,1004]
table-header-cell: Males [1008,1210,1029,1219]
article-paragraph: At a meeting of the creditors of E. C. Hastie, late hotel-keeper, Taupo, to-day, the liabilities were stated at £1836, and the assets at £453. Mr Bulharry, for Messrs Watt Bros, the principal creditors, offered the other creditors 2s 6d in the £ if they will sign over their claims. Arrangements to this effect will probably be carried out. [381,576,552,634]
article-paragraph: "According to 'Results of a census of the colony of New Zealand, taken for the night of the 1st March, 1874,' published by authority this session, part I, table XVII, p. 15, the following was then the condition of the two electoral districts in question:— [924,1147,1096,1196]
divider-rule [200,752,370,755]
table-cell: Total [925,1235,1002,1244]
article-paragraph: Sept. 28—Phoebe, s.s., 416 tons, Worsp, from Northern Ports. Passengers—Mrs Graham and family (4), Mrs Williams and family (3), Messrs Budd, Pribble; and ten for South. [19,158,190,191]
article-paragraph: A letter was read from the Provincial Secretary in reply, appointing to-day at 12 noon as the most convenient time for the Government to receive a deputation from the Council with reference to the resolution passed representing the necessity for a reduction of the rates of wharfage and haulage on coals from Lyttelton. [924,947,1096,1004]
article-paragraph: CANTERBURY TRADESMEN'S ATHLETIC CLUB.—A general meeting of the above club will be held at the Garrick Hotel on Thursday evening, to arrange the date for next sports and other business. [562,260,733,301]
advertisement [200,760,370,845]
